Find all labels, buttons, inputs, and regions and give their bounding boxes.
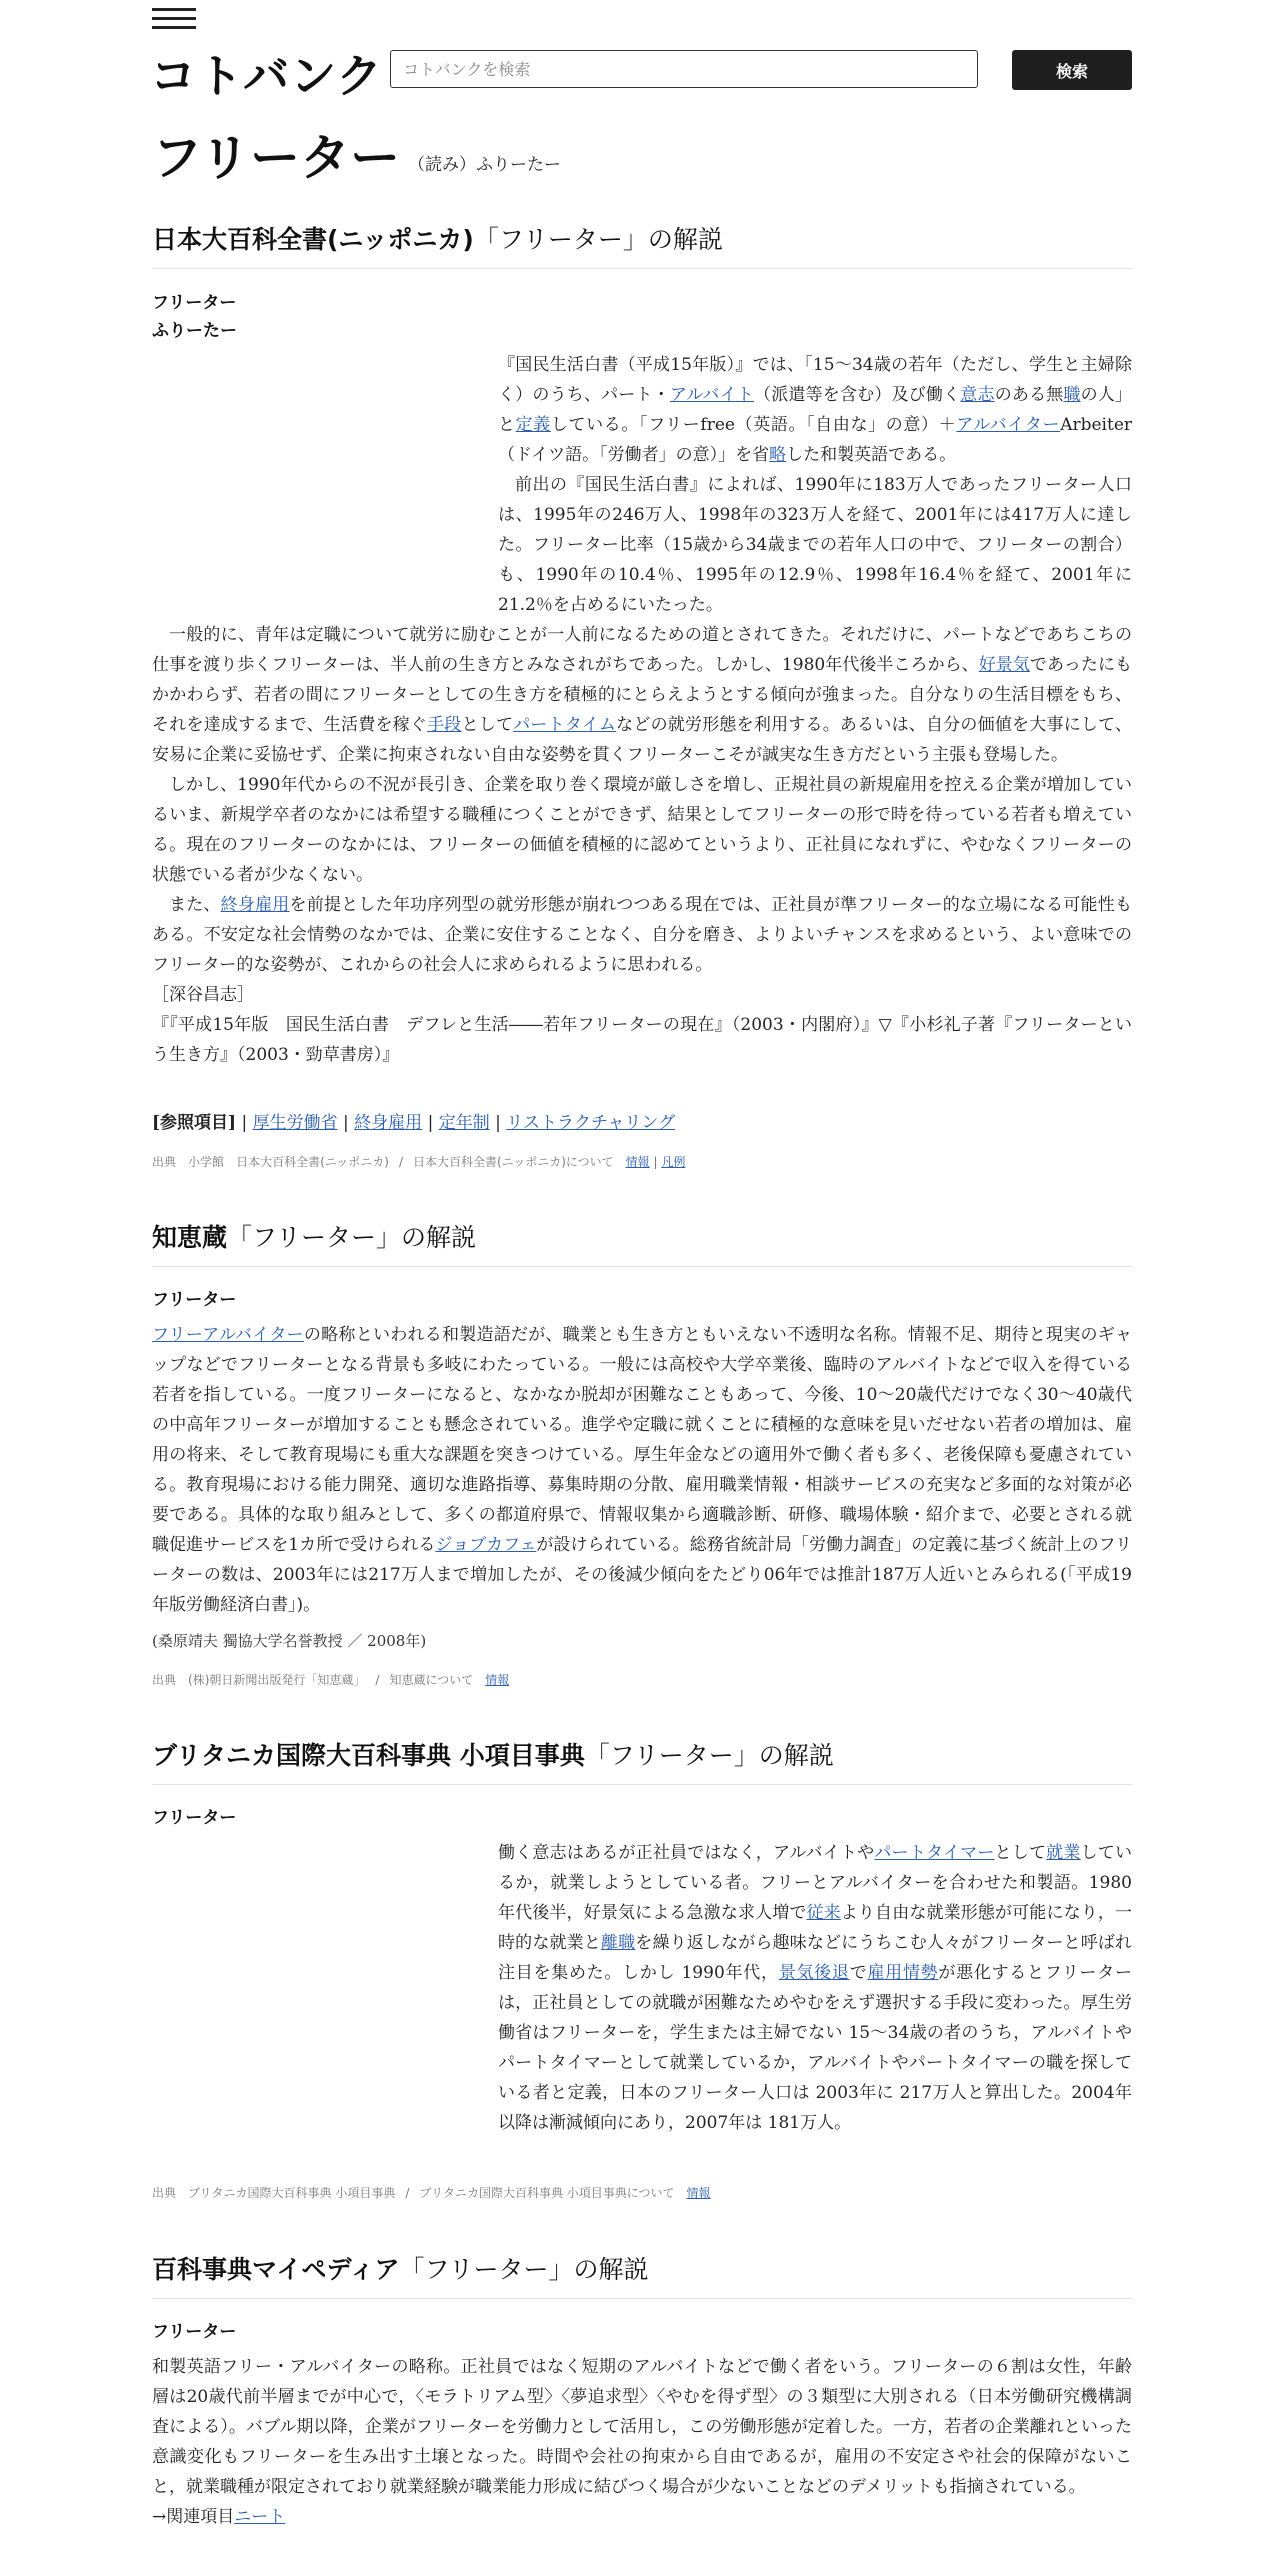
- ref-link-restructuring[interactable]: リストラクチャリング: [506, 1113, 676, 1133]
- section-heading-britannica: [152, 1736, 1132, 1785]
- image-placeholder: [152, 1838, 498, 2118]
- reference-items: [参照項目] | 厚生労働省 | 終身雇用 | 定年制 | リストラクチャリング: [152, 1113, 676, 1133]
- page-title: フリーター: [152, 129, 400, 187]
- link-shoku[interactable]: 職: [1063, 385, 1081, 405]
- section-heading-mypedia: [152, 2250, 1132, 2299]
- source-line: 出典 ブリタニカ国際大百科事典 小項目事典 / ブリタニカ国際大百科事典 小項目事典について 情報: [152, 2186, 711, 2200]
- section-heading-suffix: 「フリーター」の解説: [399, 2255, 649, 2284]
- source-line: 出典 (株)朝日新聞出版発行「知恵蔵」 / 知恵蔵について 情報: [152, 1673, 510, 1687]
- link-part-timer[interactable]: パートタイマー: [874, 1843, 995, 1863]
- ref-link-shushin-koyo[interactable]: 終身雇用: [354, 1113, 423, 1133]
- paragraph: また、終身雇用を前提とした年功序列型の就労形態が崩れつつある現在では、正社員が準フリーター的な立場になる可能性もある。不安定な社会情勢のなかでは、企業に安住することなく、自分を磨き、よりよいチャンスを求めるという、よい意味でのフリーター的な姿勢が、これからの社会人に求められるように思われる。: [152, 895, 1132, 975]
- link-jurai[interactable]: 従来: [806, 1903, 841, 1923]
- ref-link-teinensei[interactable]: 定年制: [438, 1113, 490, 1133]
- link-keiki-kotai[interactable]: 景気後退: [778, 1963, 850, 1983]
- term-heading: フリーター: [152, 2322, 237, 2342]
- info-link[interactable]: 情報: [686, 2186, 711, 2200]
- info-link[interactable]: 情報: [485, 1673, 510, 1687]
- mypedia-body: [152, 2352, 1132, 2532]
- section-dictionary-name: 日本大百科全書(ニッポニカ): [152, 225, 474, 254]
- section-heading-suffix: 「フリーター」の解説: [584, 1741, 834, 1770]
- term-heading: フリーター: [152, 293, 237, 313]
- link-job-cafe[interactable]: ジョブカフェ: [435, 1535, 537, 1555]
- author: ［深谷昌志］: [152, 985, 254, 1005]
- link-teigi[interactable]: 定義: [515, 415, 551, 435]
- info-link[interactable]: 情報: [625, 1155, 650, 1169]
- section-heading-suffix: 「フリーター」の解説: [473, 225, 723, 254]
- link-shugyo[interactable]: 就業: [1046, 1843, 1081, 1863]
- section-dictionary-name: ブリタニカ国際大百科事典 小項目事典: [152, 1741, 585, 1770]
- link-arbeit[interactable]: アルバイト: [669, 385, 754, 405]
- link-rishoku[interactable]: 離職: [600, 1933, 636, 1953]
- author: (桑原靖夫 獨協大学名誉教授 ／ 2008年): [152, 1632, 427, 1650]
- source-line: 出典 小学館 日本大百科全書(ニッポニカ) / 日本大百科全書(ニッポニカ)について 情報 | 凡例: [152, 1155, 686, 1169]
- link-ryaku[interactable]: 略: [769, 445, 787, 465]
- search-input[interactable]: [390, 50, 978, 88]
- section-dictionary-name: 百科事典マイペディア: [152, 2255, 400, 2284]
- bibliography: 『『平成15年版 国民生活白書 デフレと生活――若年フリーターの現在』（2003・内閣府）』▽『小杉礼子著『フリーターという生き方』（2003・勁草書房）』: [152, 1015, 1132, 1065]
- link-neet[interactable]: ニート: [234, 2507, 286, 2527]
- menu-icon[interactable]: [152, 8, 196, 34]
- section-heading-chiezo: [152, 1218, 1132, 1267]
- paragraph: 働く意志はあるが正社員ではなく，アルバイトやパートタイマーとして就業しているか，就業しようとしている者。フリーとアルバイターを合わせた和製語。1980年代後半，好景気による急激な求人増で従来より自由な就業形態が可能になり，一時的な就業と離職を繰り返しながら趣味などにうちこむ人々がフリーターと呼ばれ注目を集めた。しかし 1990年代，景気後退で雇用情勢が悪化するとフリーターは，正社員としての就職が困難なためやむをえず選択する手段に変わった。厚生労働省はフリーターを，学生または主婦でない 15～34歳の者のうち，アルバイトやパートタイマーとして就業しているか，アルバイトやパートタイマーの職を探している者と定義，日本のフリーター人口は 2003年に 217万人と算出した。2004年以降は漸減傾向にあり，2007年は 181万人。: [498, 1843, 1133, 2133]
- britannica-body: [152, 1838, 1132, 2138]
- paragraph: 『国民生活白書（平成15年版）』では、「15～34歳の若年（ただし、学生と主婦除く）のうち、パート・アルバイト（派遣等を含む）及び働く意志のある無職の人」と定義している。「フリーfree（英語。「自由な」の意）＋アルバイターArbeiter（ドイツ語。「労働者」の意）」を省略した和製英語である。: [498, 355, 1133, 465]
- link-arbeiter[interactable]: アルバイター: [956, 415, 1061, 435]
- chiezo-body: [152, 1320, 1132, 1620]
- search-button[interactable]: 検索: [1012, 50, 1132, 90]
- site-logo[interactable]: コトバンク: [150, 49, 384, 103]
- section-heading-nipponica: [152, 220, 1132, 269]
- term-heading: フリーター: [152, 1808, 237, 1828]
- paragraph: 和製英語フリー・アルバイターの略称。正社員ではなく短期のアルバイトなどで働く者をいう。フリーターの６割は女性，年齢層は20歳代前半層までが中心で，〈モラトリアム型〉〈夢追求型〉〈やむを得ず型〉の３類型に大別される（日本労働研究機構調査による）。バブル期以降，企業がフリーターを労働力として活用し，この労働形態が定着した。一方，若者の企業離れといった意識変化もフリーターを生み出す土壌となった。時間や会社の拘束から自由であるが，雇用の不安定さや社会的保障がないこと，就業職種が限定されており就業経験が職業能力形成に結びつく場合が少ないことなどのデメリットも指摘されている。: [152, 2357, 1132, 2497]
- page-reading: （読み）ふりーたー: [408, 155, 561, 175]
- image-placeholder: [152, 350, 498, 612]
- term-heading: フリーター: [152, 1290, 237, 1310]
- link-koyo-josei[interactable]: 雇用情勢: [867, 1963, 939, 1983]
- link-free-arbeiter[interactable]: フリーアルバイター: [152, 1325, 304, 1345]
- paragraph: しかし、1990年代からの不況が長引き、企業を取り巻く環境が厳しさを増し、正規社員の新規雇用を控える企業が増加しているいま、新規学卒者のなかには希望する職種につくことができず、結果としてフリーターの形で時を待っている若者も増えている。現在のフリーターのなかには、フリーターの価値を積極的に認めてというより、正社員になれずに、やむなくフリーターの状態でいる者が少なくない。: [152, 775, 1132, 885]
- link-part-time[interactable]: パートタイム: [513, 715, 617, 735]
- link-ishi[interactable]: 意志: [960, 385, 995, 405]
- link-shushin-koyo[interactable]: 終身雇用: [220, 895, 290, 915]
- nipponica-body: [152, 350, 1132, 1070]
- example-link[interactable]: 凡例: [661, 1155, 686, 1169]
- paragraph: 一般的に、青年は定職について就労に励むことが一人前になるための道とされてきた。それだけに、パートなどであちこちの仕事を渡り歩くフリーターは、半人前の生き方とみなされがちであった。しかし、1980年代後半ころから、好景気であったにもかかわらず、若者の間にフリーターとしての生き方を積極的にとらえようとする傾向が強まった。自分なりの生活目標をもち、それを達成するまで、生活費を稼ぐ手段としてパートタイムなどの就労形態を利用する。あるいは、自分の価値を大事にして、安易に企業に妥協せず、企業に拘束されない自由な姿勢を貫くフリーターこそが誠実な生き方だという主張も登場した。: [152, 625, 1133, 765]
- term-reading: ふりーたー: [152, 321, 237, 341]
- paragraph: 前出の『国民生活白書』によれば、1990年に183万人であったフリーター人口は、1995年の246万人、1998年の323万人を経て、2001年には417万人に達した。フリーター比率（15歳から34歳までの若年人口の中で、フリーターの割合）も、1990年の10.4％、1995年の12.9％、1998年16.4％を経て、2001年に21.2％を占めるにいたった。: [498, 475, 1132, 615]
- reference-label: [参照項目]: [152, 1113, 237, 1133]
- section-dictionary-name: 知恵蔵: [152, 1223, 228, 1252]
- paragraph: フリーアルバイターの略称といわれる和製造語だが、職業とも生き方ともいえない不透明な名称。情報不足、期待と現実のギャップなどでフリーターとなる背景も多岐にわたっている。一般には高校や大学卒業後、臨時のアルバイトなどで収入を得ている若者を指している。一度フリーターになると、なかなか脱却が困難なこともあって、今後、10～20歳代だけでなく30～40歳代の中高年フリーターが増加することも懸念されている。進学や定職に就くことに積極的な意味を見いだせない若者の増加は、雇用の将来、そして教育現場にも重大な課題を突きつけている。厚生年金などの適用外で働く者も多く、老後保障も憂慮されている。教育現場における能力開発、適切な進路指導、募集時期の分散、雇用職業情報・相談サービスの充実など多面的な対策が必要である。具体的な取り組みとして、多くの都道府県で、情報収集から適職診断、研修、職場体験・紹介まで、必要とされる就職促進サービスを1カ所で受けられるジョブカフェが設けられている。総務省統計局「労働力調査」の定義に基づく統計上のフリーターの数は、2003年には217万人まで増加したが、その後減少傾向をたどり06年では推計187万人近いとみられる(「平成19年版労働経済白書」)。: [152, 1325, 1132, 1615]
- link-shudan[interactable]: 手段: [427, 715, 462, 735]
- link-kokeiki[interactable]: 好景気: [978, 655, 1030, 675]
- ref-link-koseirodosho[interactable]: 厚生労働省: [252, 1113, 338, 1133]
- related-items: →関連項目ニート: [152, 2507, 286, 2527]
- section-heading-suffix: 「フリーター」の解説: [227, 1223, 477, 1252]
